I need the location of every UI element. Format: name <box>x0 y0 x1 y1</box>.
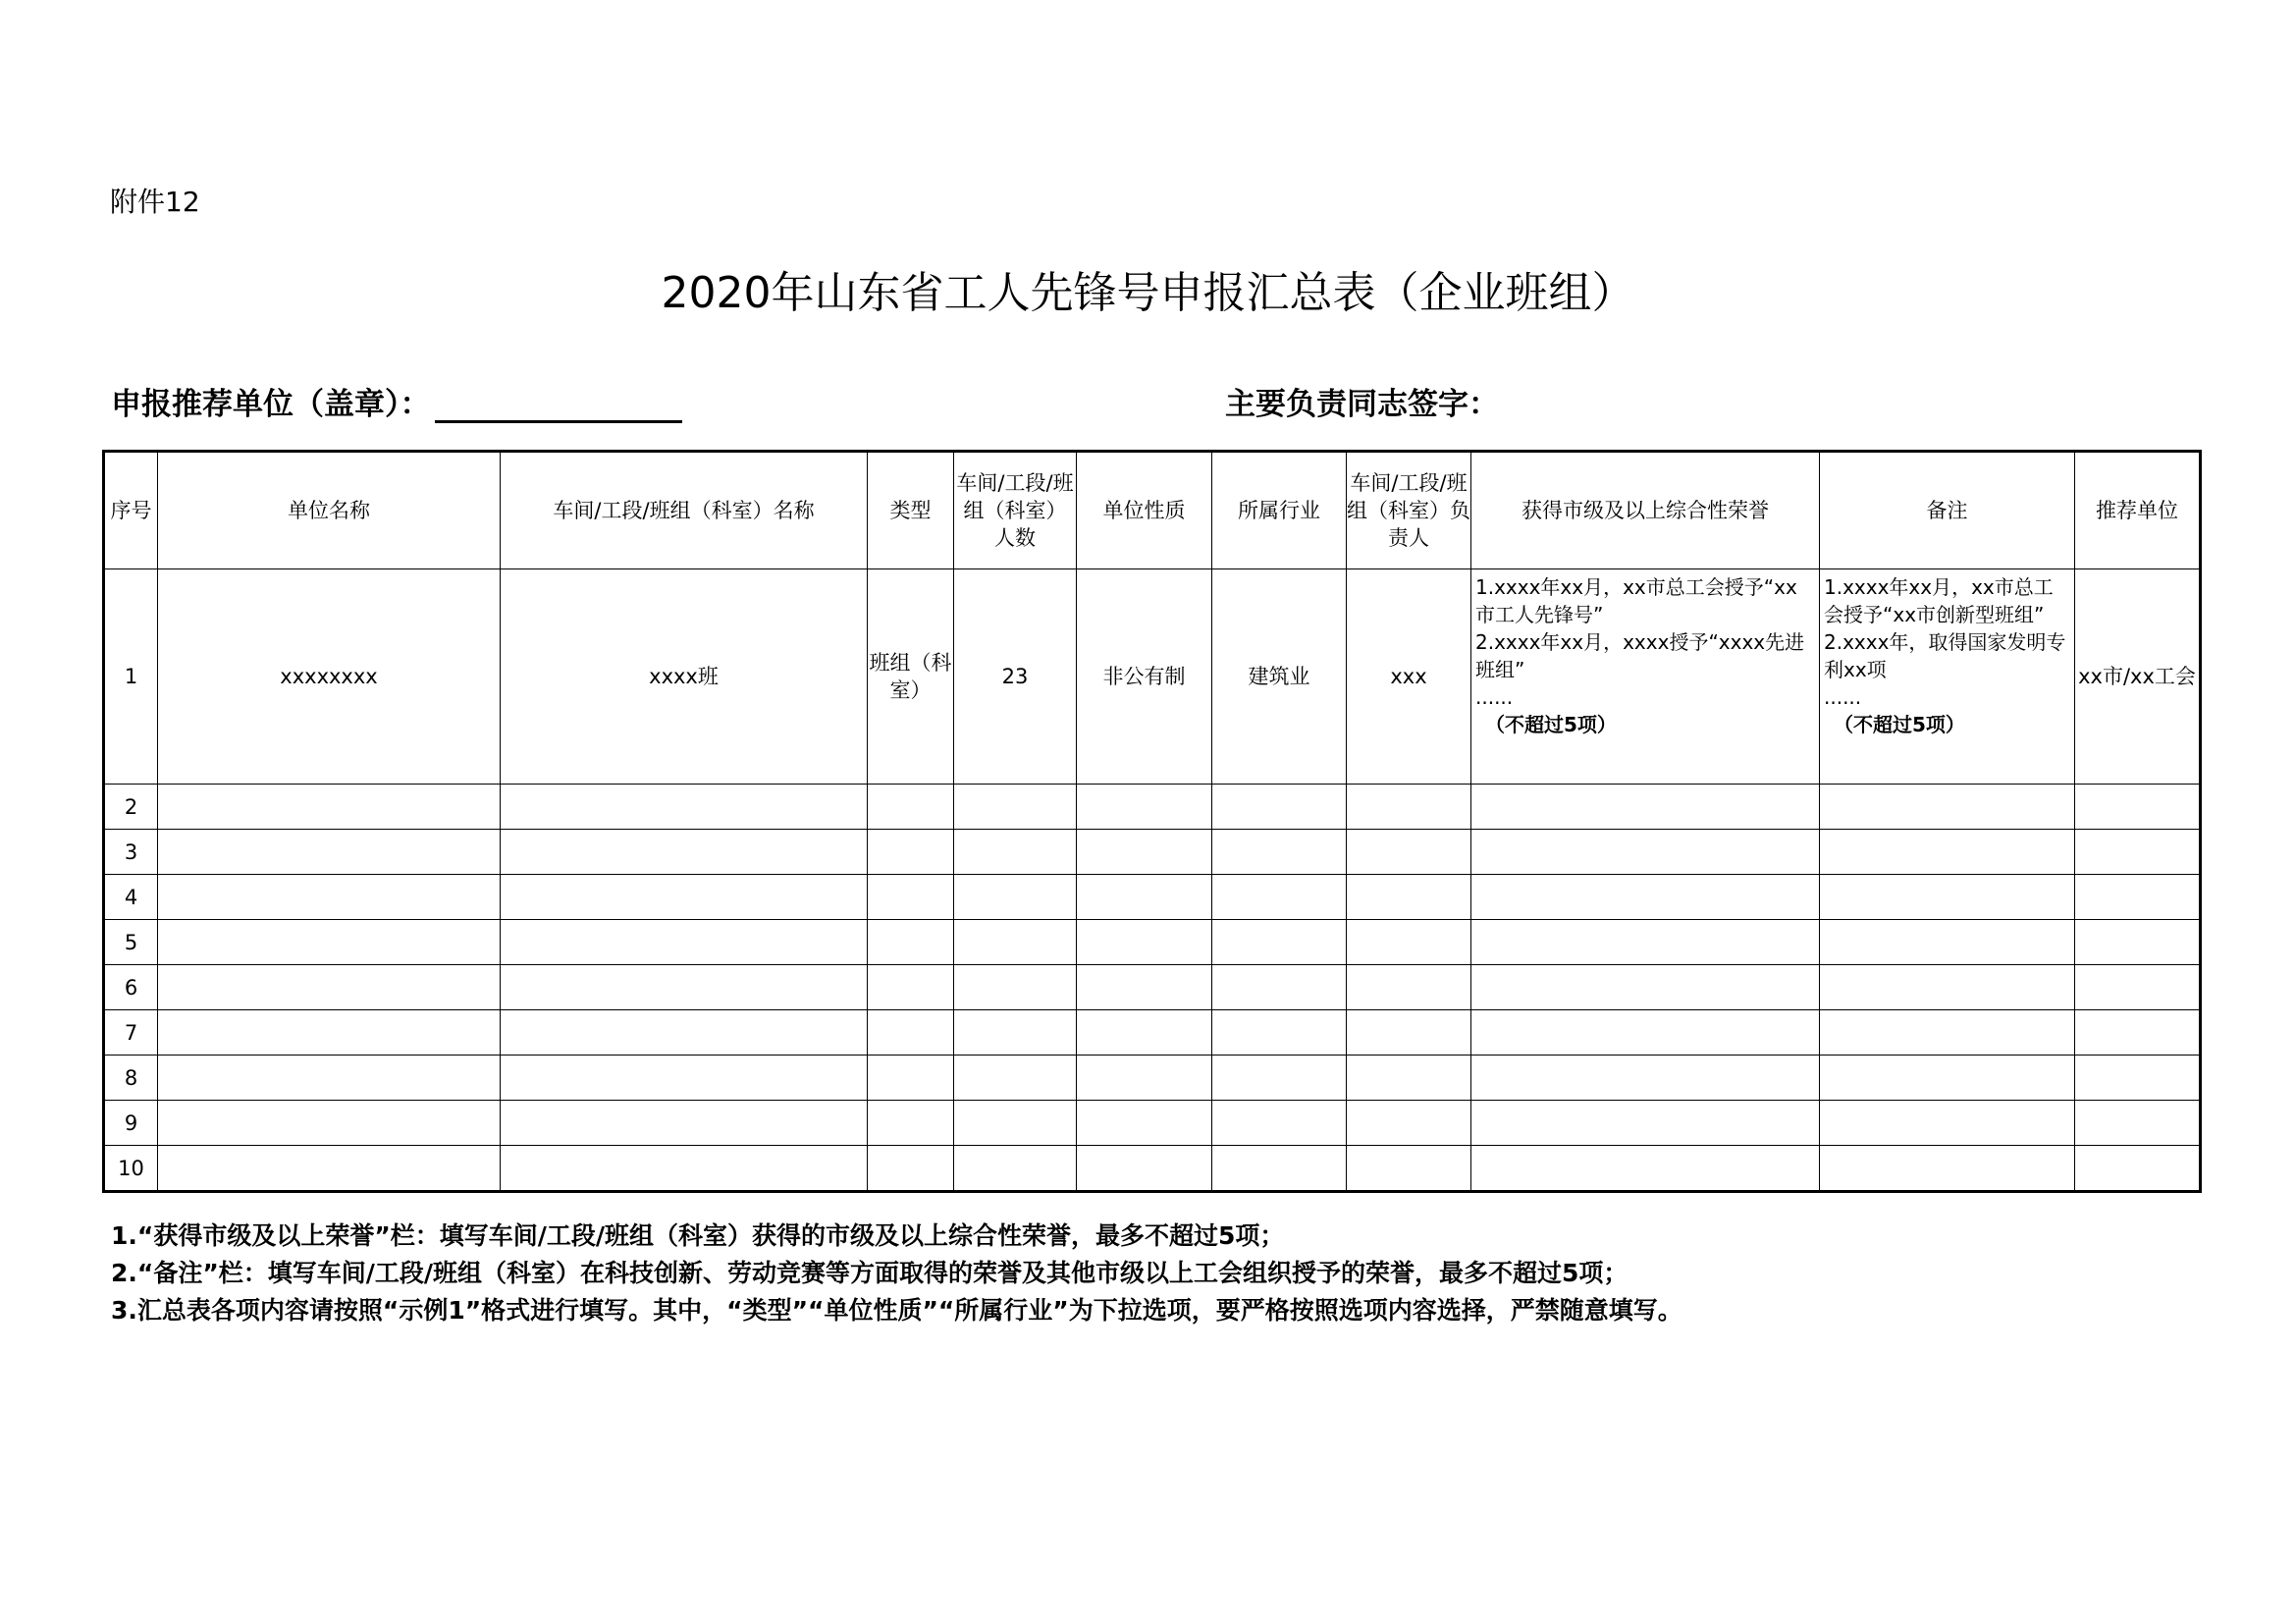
remarks-line-1: 1.xxxx年xx月，xx市总工会授予“xx市创新型班组” <box>1824 575 2054 626</box>
empty-cell[interactable] <box>1820 965 2075 1010</box>
empty-cell[interactable] <box>1471 830 1820 875</box>
empty-cell[interactable] <box>1471 1101 1820 1146</box>
empty-cell[interactable] <box>1347 1010 1471 1056</box>
cell-seq: 10 <box>104 1146 158 1192</box>
empty-cell[interactable] <box>158 1056 501 1101</box>
cell-seq: 5 <box>104 920 158 965</box>
cell-seq: 6 <box>104 965 158 1010</box>
empty-cell[interactable] <box>1820 830 2075 875</box>
empty-cell[interactable] <box>501 875 868 920</box>
header-remarks: 备注 <box>1820 452 2075 569</box>
empty-cell[interactable] <box>1212 1010 1347 1056</box>
empty-cell[interactable] <box>158 1146 501 1192</box>
empty-cell[interactable] <box>1077 920 1212 965</box>
empty-cell[interactable] <box>1471 965 1820 1010</box>
empty-cell[interactable] <box>158 1010 501 1056</box>
empty-cell[interactable] <box>868 920 954 965</box>
empty-cell[interactable] <box>1347 1056 1471 1101</box>
empty-cell[interactable] <box>2075 1101 2201 1146</box>
empty-cell[interactable] <box>1471 1146 1820 1192</box>
empty-cell[interactable] <box>158 785 501 830</box>
empty-cell[interactable] <box>954 830 1077 875</box>
empty-cell[interactable] <box>501 1056 868 1101</box>
empty-cell[interactable] <box>1077 830 1212 875</box>
empty-cell[interactable] <box>2075 920 2201 965</box>
empty-cell[interactable] <box>1077 785 1212 830</box>
table-row <box>104 920 2201 965</box>
header-unit-nature: 单位性质 <box>1077 452 1212 569</box>
empty-cell[interactable] <box>868 1056 954 1101</box>
empty-cell[interactable] <box>1820 920 2075 965</box>
empty-cell[interactable] <box>501 785 868 830</box>
empty-cell[interactable] <box>1077 1010 1212 1056</box>
empty-cell[interactable] <box>501 920 868 965</box>
empty-cell[interactable] <box>501 1101 868 1146</box>
header-headcount: 车间/工段/班组（科室）人数 <box>954 452 1077 569</box>
honors-line-2: 2.xxxx年xx月，xxxx授予“xxxx先进班组” <box>1475 630 1805 681</box>
honors-limit-note: （不超过5项） <box>1485 713 1617 736</box>
header-honors: 获得市级及以上综合性荣誉 <box>1471 452 1820 569</box>
cell-team-name: xxxx班 <box>501 569 868 785</box>
summary-table <box>102 450 2202 1193</box>
recommend-unit-blank-line <box>435 385 682 423</box>
empty-cell[interactable] <box>868 1101 954 1146</box>
empty-cell[interactable] <box>1347 785 1471 830</box>
empty-cell[interactable] <box>1471 785 1820 830</box>
cell-honors <box>1471 569 1820 785</box>
empty-cell[interactable] <box>954 1010 1077 1056</box>
empty-cell[interactable] <box>1347 1146 1471 1192</box>
cell-seq: 7 <box>104 1010 158 1056</box>
empty-cell[interactable] <box>2075 785 2201 830</box>
empty-cell[interactable] <box>1820 1010 2075 1056</box>
cell-seq: 2 <box>104 785 158 830</box>
empty-cell[interactable] <box>954 920 1077 965</box>
footnote-3: 3.汇总表各项内容请按照“示例1”格式进行填写。其中，“类型”“单位性质”“所属行业”为下拉选项，要严格按照选项内容选择，严禁随意填写。 <box>111 1296 1682 1325</box>
empty-cell[interactable] <box>1212 785 1347 830</box>
header-seq: 序号 <box>104 452 158 569</box>
empty-cell[interactable] <box>1347 965 1471 1010</box>
empty-cell[interactable] <box>1077 965 1212 1010</box>
attachment-label: 附件12 <box>110 186 200 218</box>
empty-cell[interactable] <box>954 965 1077 1010</box>
table-row <box>104 785 2201 830</box>
empty-cell[interactable] <box>1077 1146 1212 1192</box>
header-team-name: 车间/工段/班组（科室）名称 <box>501 452 868 569</box>
empty-cell[interactable] <box>1471 1010 1820 1056</box>
empty-cell[interactable] <box>1347 920 1471 965</box>
table-row <box>104 1010 2201 1056</box>
empty-cell[interactable] <box>2075 1056 2201 1101</box>
empty-cell[interactable] <box>954 1101 1077 1146</box>
empty-cell[interactable] <box>158 830 501 875</box>
cell-seq: 1 <box>104 569 158 785</box>
empty-cell[interactable] <box>1077 875 1212 920</box>
empty-cell[interactable] <box>1212 1146 1347 1192</box>
empty-cell[interactable] <box>1820 1101 2075 1146</box>
cell-seq: 3 <box>104 830 158 875</box>
empty-cell[interactable] <box>868 785 954 830</box>
honors-more: ...... <box>1475 685 1514 709</box>
empty-cell[interactable] <box>501 830 868 875</box>
table-row <box>104 875 2201 920</box>
recommend-unit-field <box>111 379 682 423</box>
cell-seq: 4 <box>104 875 158 920</box>
header-unit-name: 单位名称 <box>158 452 501 569</box>
empty-cell[interactable] <box>1077 1101 1212 1146</box>
cell-headcount: 23 <box>954 569 1077 785</box>
table-header-row <box>104 452 2201 569</box>
empty-cell[interactable] <box>954 1056 1077 1101</box>
empty-cell[interactable] <box>1820 1146 2075 1192</box>
empty-cell[interactable] <box>954 1146 1077 1192</box>
empty-cell[interactable] <box>954 785 1077 830</box>
table-row <box>104 1056 2201 1101</box>
empty-cell[interactable] <box>868 965 954 1010</box>
cell-leader: xxx <box>1347 569 1471 785</box>
cell-industry: 建筑业 <box>1212 569 1347 785</box>
remarks-limit-note: （不超过5项） <box>1834 713 1965 736</box>
empty-cell[interactable] <box>1077 1056 1212 1101</box>
empty-cell[interactable] <box>501 965 868 1010</box>
remarks-line-2: 2.xxxx年，取得国家发明专利xx项 <box>1824 630 2066 681</box>
empty-cell[interactable] <box>2075 830 2201 875</box>
footnotes <box>111 1218 1682 1329</box>
empty-cell[interactable] <box>158 1101 501 1146</box>
header-leader: 车间/工段/班组（科室）负责人 <box>1347 452 1471 569</box>
signature-label: 主要负责同志签字： <box>1225 387 1499 422</box>
remarks-more: ...... <box>1824 685 1862 709</box>
empty-cell[interactable] <box>158 875 501 920</box>
cell-seq: 8 <box>104 1056 158 1101</box>
cell-recommender: xx市/xx工会 <box>2075 569 2201 785</box>
empty-cell[interactable] <box>954 875 1077 920</box>
empty-cell[interactable] <box>868 1010 954 1056</box>
honors-line-1: 1.xxxx年xx月，xx市总工会授予“xx市工人先锋号” <box>1475 575 1797 626</box>
footnote-1: 1.“获得市级及以上荣誉”栏：填写车间/工段/班组（科室）获得的市级及以上综合性荣誉，最多不超过5项； <box>111 1221 1285 1250</box>
empty-cell[interactable] <box>501 1146 868 1192</box>
table-row <box>104 830 2201 875</box>
header-industry: 所属行业 <box>1212 452 1347 569</box>
cell-unit-name: xxxxxxxx <box>158 569 501 785</box>
page-title: 2020年山东省工人先锋号申报汇总表（企业班组） <box>661 268 1635 318</box>
cell-seq: 9 <box>104 1101 158 1146</box>
table-row <box>104 1146 2201 1192</box>
empty-cell[interactable] <box>2075 1146 2201 1192</box>
empty-cell[interactable] <box>1471 1056 1820 1101</box>
empty-cell[interactable] <box>2075 1010 2201 1056</box>
empty-cell[interactable] <box>1212 875 1347 920</box>
empty-cell[interactable] <box>1347 1101 1471 1146</box>
empty-cell[interactable] <box>1347 830 1471 875</box>
empty-cell[interactable] <box>868 1146 954 1192</box>
empty-cell[interactable] <box>1212 1056 1347 1101</box>
header-recommender: 推荐单位 <box>2075 452 2201 569</box>
empty-cell[interactable] <box>1212 1101 1347 1146</box>
empty-cell[interactable] <box>1820 875 2075 920</box>
table-row <box>104 1101 2201 1146</box>
empty-cell[interactable] <box>1471 920 1820 965</box>
table-row <box>104 965 2201 1010</box>
table-body <box>104 569 2201 1192</box>
empty-cell[interactable] <box>1212 920 1347 965</box>
header-type: 类型 <box>868 452 954 569</box>
empty-cell[interactable] <box>868 875 954 920</box>
cell-remarks <box>1820 569 2075 785</box>
empty-cell[interactable] <box>2075 965 2201 1010</box>
empty-cell[interactable] <box>2075 875 2201 920</box>
recommend-unit-label: 申报推荐单位（盖章）： <box>111 387 431 422</box>
empty-cell[interactable] <box>1820 785 2075 830</box>
empty-cell[interactable] <box>158 965 501 1010</box>
empty-cell[interactable] <box>501 1010 868 1056</box>
empty-cell[interactable] <box>1820 1056 2075 1101</box>
cell-unit-nature: 非公有制 <box>1077 569 1212 785</box>
table-row-example <box>104 569 2201 785</box>
cell-type: 班组（科室） <box>868 569 954 785</box>
footnote-2: 2.“备注”栏：填写车间/工段/班组（科室）在科技创新、劳动竞赛等方面取得的荣誉及其他市级以上工会组织授予的荣誉，最多不超过5项； <box>111 1259 1629 1287</box>
empty-cell[interactable] <box>1347 875 1471 920</box>
empty-cell[interactable] <box>1212 830 1347 875</box>
empty-cell[interactable] <box>868 830 954 875</box>
empty-cell[interactable] <box>158 920 501 965</box>
empty-cell[interactable] <box>1212 965 1347 1010</box>
empty-cell[interactable] <box>1471 875 1820 920</box>
